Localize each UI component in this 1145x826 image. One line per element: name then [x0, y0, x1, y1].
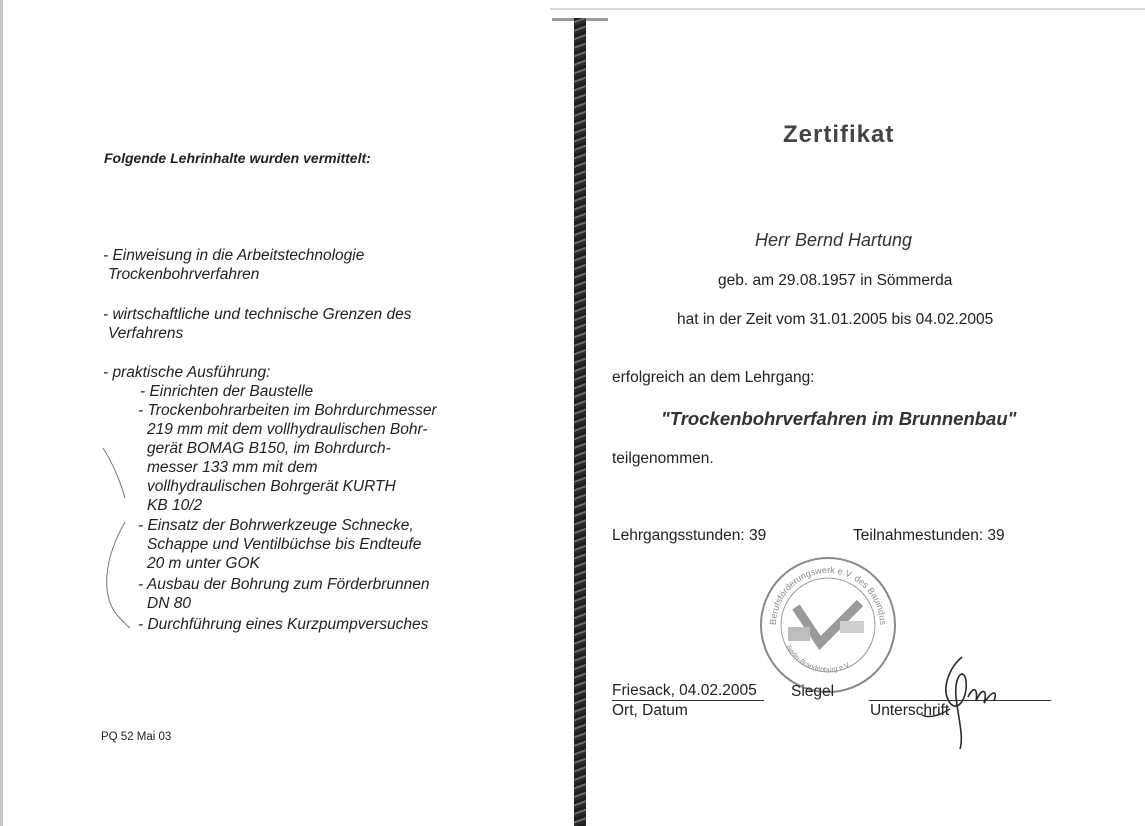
certificate-title: Zertifikat: [783, 121, 895, 148]
place-date-label: Ort, Datum: [612, 702, 688, 719]
list-item: - Einrichten der Baustelle: [140, 383, 314, 400]
topic-2-line-2: Verfahrens: [108, 325, 184, 342]
seal-text-bottom: Berlin-Brandenburg e.V.: [784, 644, 852, 674]
topic-1-line-1: - Einweisung in die Arbeitstechnologie: [103, 247, 365, 264]
list-item: 20 m unter GOK: [147, 555, 260, 572]
place-date: Friesack, 04.02.2005: [612, 682, 757, 699]
success-line: erfolgreich an dem Lehrgang:: [612, 369, 815, 386]
list-item: DN 80: [147, 595, 191, 612]
list-item: KB 10/2: [147, 497, 203, 514]
book-binding: [574, 18, 586, 826]
list-item: gerät BOMAG B150, im Bohrdurch-: [147, 440, 391, 457]
topic-1-line-2: Trockenbohrverfahren: [108, 266, 260, 283]
pencil-bracket-mark: [95, 440, 135, 640]
signature-label: Unterschrift: [870, 702, 950, 719]
list-item: messer 133 mm mit dem: [147, 459, 318, 476]
list-item: - Durchführung eines Kurzpumpversuches: [138, 616, 429, 633]
seal-label: Siegel: [791, 683, 835, 700]
signature-scribble: [910, 645, 1030, 755]
recipient-name: Herr Bernd Hartung: [755, 230, 913, 250]
form-code: PQ 52 Mai 03: [101, 731, 172, 743]
attendance-hours: Teilnahmestunden: 39: [853, 527, 1005, 544]
scan-top-edge: [550, 8, 1145, 10]
participated-line: teilgenommen.: [612, 450, 714, 467]
place-date-line: [612, 700, 764, 701]
seal-text-top: Berufsförderungswerk e.V. des Bauindustrieverbandes: [755, 547, 889, 626]
seal-stamp: [755, 547, 898, 695]
list-item: - Einsatz der Bohrwerkzeuge Schnecke,: [138, 517, 414, 534]
list-item: vollhydraulischen Bohrgerät KURTH: [147, 478, 396, 495]
left-heading: Folgende Lehrinhalte wurden vermittelt:: [104, 150, 371, 166]
list-item: - Trockenbohrarbeiten im Bohrdurchmesser: [138, 402, 437, 419]
list-item: Schappe und Ventilbüchse bis Endteufe: [147, 536, 422, 553]
scan-edge: [0, 0, 3, 826]
course-name: "Trockenbohrverfahren im Brunnenbau": [661, 408, 1017, 429]
list-item: - Ausbau der Bohrung zum Förderbrunnen: [138, 576, 430, 593]
course-hours: Lehrgangsstunden: 39: [612, 527, 767, 544]
list-item: 219 mm mit dem vollhydraulischen Bohr-: [147, 421, 428, 438]
topic-3-title: - praktische Ausführung:: [103, 364, 271, 381]
birth-info: geb. am 29.08.1957 in Sömmerda: [718, 272, 953, 289]
course-period: hat in der Zeit vom 31.01.2005 bis 04.02.2005: [677, 311, 994, 328]
topic-2-line-1: - wirtschaftliche und technische Grenzen des: [103, 306, 412, 323]
